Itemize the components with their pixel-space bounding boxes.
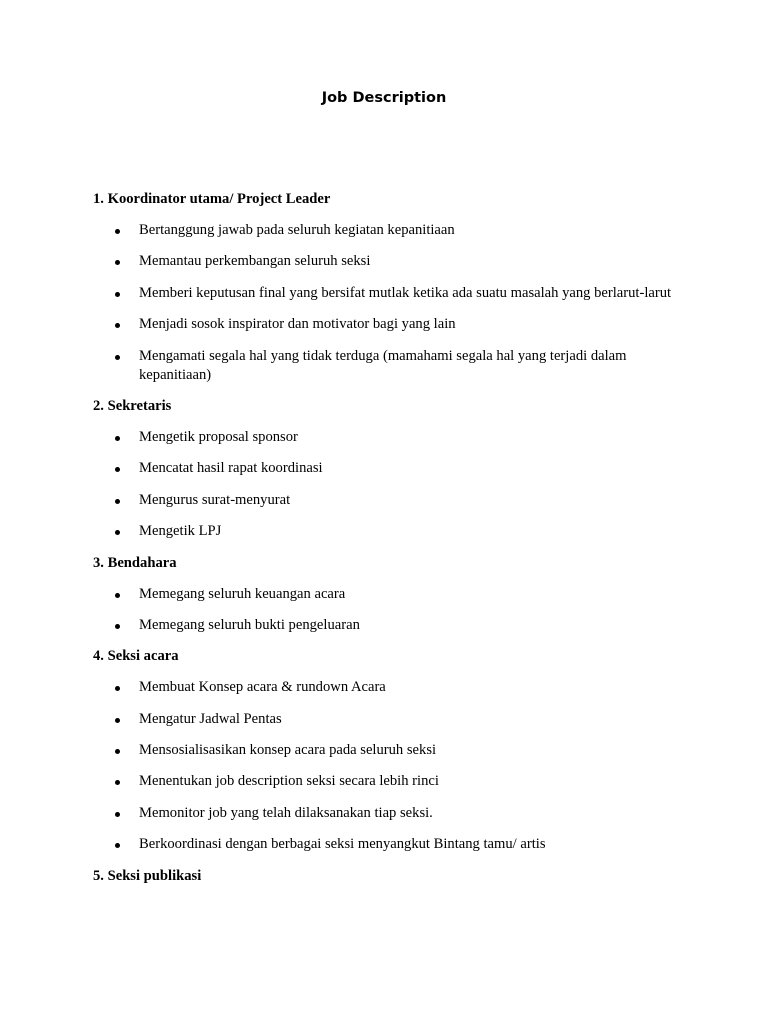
section-4 xyxy=(93,647,683,854)
bullet-icon xyxy=(115,749,120,754)
bullet-icon xyxy=(115,323,120,328)
section-heading: 1. Koordinator utama/ Project Leader xyxy=(93,191,331,207)
bullet-icon xyxy=(115,436,120,441)
bullet-icon xyxy=(115,624,120,629)
list-item-text: Mengamati segala hal yang tidak terduga (mamahami segala hal yang terjadi dalam kepanitiaan) xyxy=(139,347,627,383)
list-item-text: Memberi keputusan final yang bersifat mutlak ketika ada suatu masalah yang berlarut-larut xyxy=(139,284,672,301)
section-1 xyxy=(93,190,683,385)
bullet-list xyxy=(93,221,683,385)
section-5 xyxy=(93,867,683,886)
list-item-text: Memegang seluruh bukti pengeluaran xyxy=(139,616,360,633)
list-item xyxy=(93,804,683,823)
list-item-text: Mencatat hasil rapat koordinasi xyxy=(139,460,323,477)
bullet-icon xyxy=(115,260,120,265)
list-item-text: Mengetik LPJ xyxy=(139,523,222,540)
list-item xyxy=(93,522,683,541)
list-item-text: Mensosialisasikan konsep acara pada seluruh seksi xyxy=(139,742,437,759)
list-item xyxy=(93,459,683,478)
bullet-icon xyxy=(115,467,120,472)
list-item-text: Membuat Konsep acara & rundown Acara xyxy=(139,679,386,696)
list-item-text: Bertanggung jawab pada seluruh kegiatan kepanitiaan xyxy=(139,222,455,238)
bullet-icon xyxy=(115,530,120,535)
bullet-icon xyxy=(115,499,120,504)
list-item xyxy=(93,491,683,510)
bullet-icon xyxy=(115,812,120,817)
list-item xyxy=(93,741,683,760)
list-item-text: Mengurus surat-menyurat xyxy=(139,491,291,508)
bullet-list xyxy=(93,428,683,541)
bullet-icon xyxy=(115,292,120,297)
list-item xyxy=(93,616,683,635)
bullet-list xyxy=(93,678,683,854)
bullet-icon xyxy=(115,718,120,723)
list-item-text: Menentukan job description seksi secara lebih rinci xyxy=(139,773,439,790)
bullet-list xyxy=(93,585,683,635)
bullet-icon xyxy=(115,843,120,848)
list-item-text: Mengatur Jadwal Pentas xyxy=(139,710,282,727)
bullet-icon xyxy=(115,593,120,598)
section-2 xyxy=(93,397,683,541)
list-item-text: Berkoordinasi dengan berbagai seksi menyangkut Bintang tamu/ artis xyxy=(139,836,546,853)
list-item xyxy=(93,678,683,697)
section-heading: 3. Bendahara xyxy=(93,554,177,571)
section-heading: 5. Seksi publikasi xyxy=(93,867,202,884)
page-title: Job Description xyxy=(321,90,447,106)
list-item xyxy=(93,710,683,729)
list-item xyxy=(93,315,683,334)
list-item xyxy=(93,428,683,447)
list-item-text: Memegang seluruh keuangan acara xyxy=(139,585,346,602)
list-item xyxy=(93,835,683,854)
bullet-icon xyxy=(115,686,120,691)
job-sections xyxy=(93,190,683,898)
section-heading: 2. Sekretaris xyxy=(93,397,172,414)
list-item xyxy=(93,284,683,303)
bullet-icon xyxy=(115,780,120,785)
list-item-text: Memantau perkembangan seluruh seksi xyxy=(139,253,371,270)
list-item-text: Mengetik proposal sponsor xyxy=(139,428,298,445)
section-heading: 4. Seksi acara xyxy=(93,648,179,665)
section-3 xyxy=(93,554,683,635)
list-item xyxy=(93,772,683,791)
list-item xyxy=(93,347,683,385)
bullet-icon xyxy=(115,229,120,234)
list-item-text: Memonitor job yang telah dilaksanakan tiap seksi. xyxy=(139,804,433,821)
bullet-icon xyxy=(115,355,120,360)
list-item-text: Menjadi sosok inspirator dan motivator bagi yang lain xyxy=(139,316,456,333)
list-item xyxy=(93,252,683,271)
list-item xyxy=(93,221,683,240)
list-item xyxy=(93,585,683,604)
